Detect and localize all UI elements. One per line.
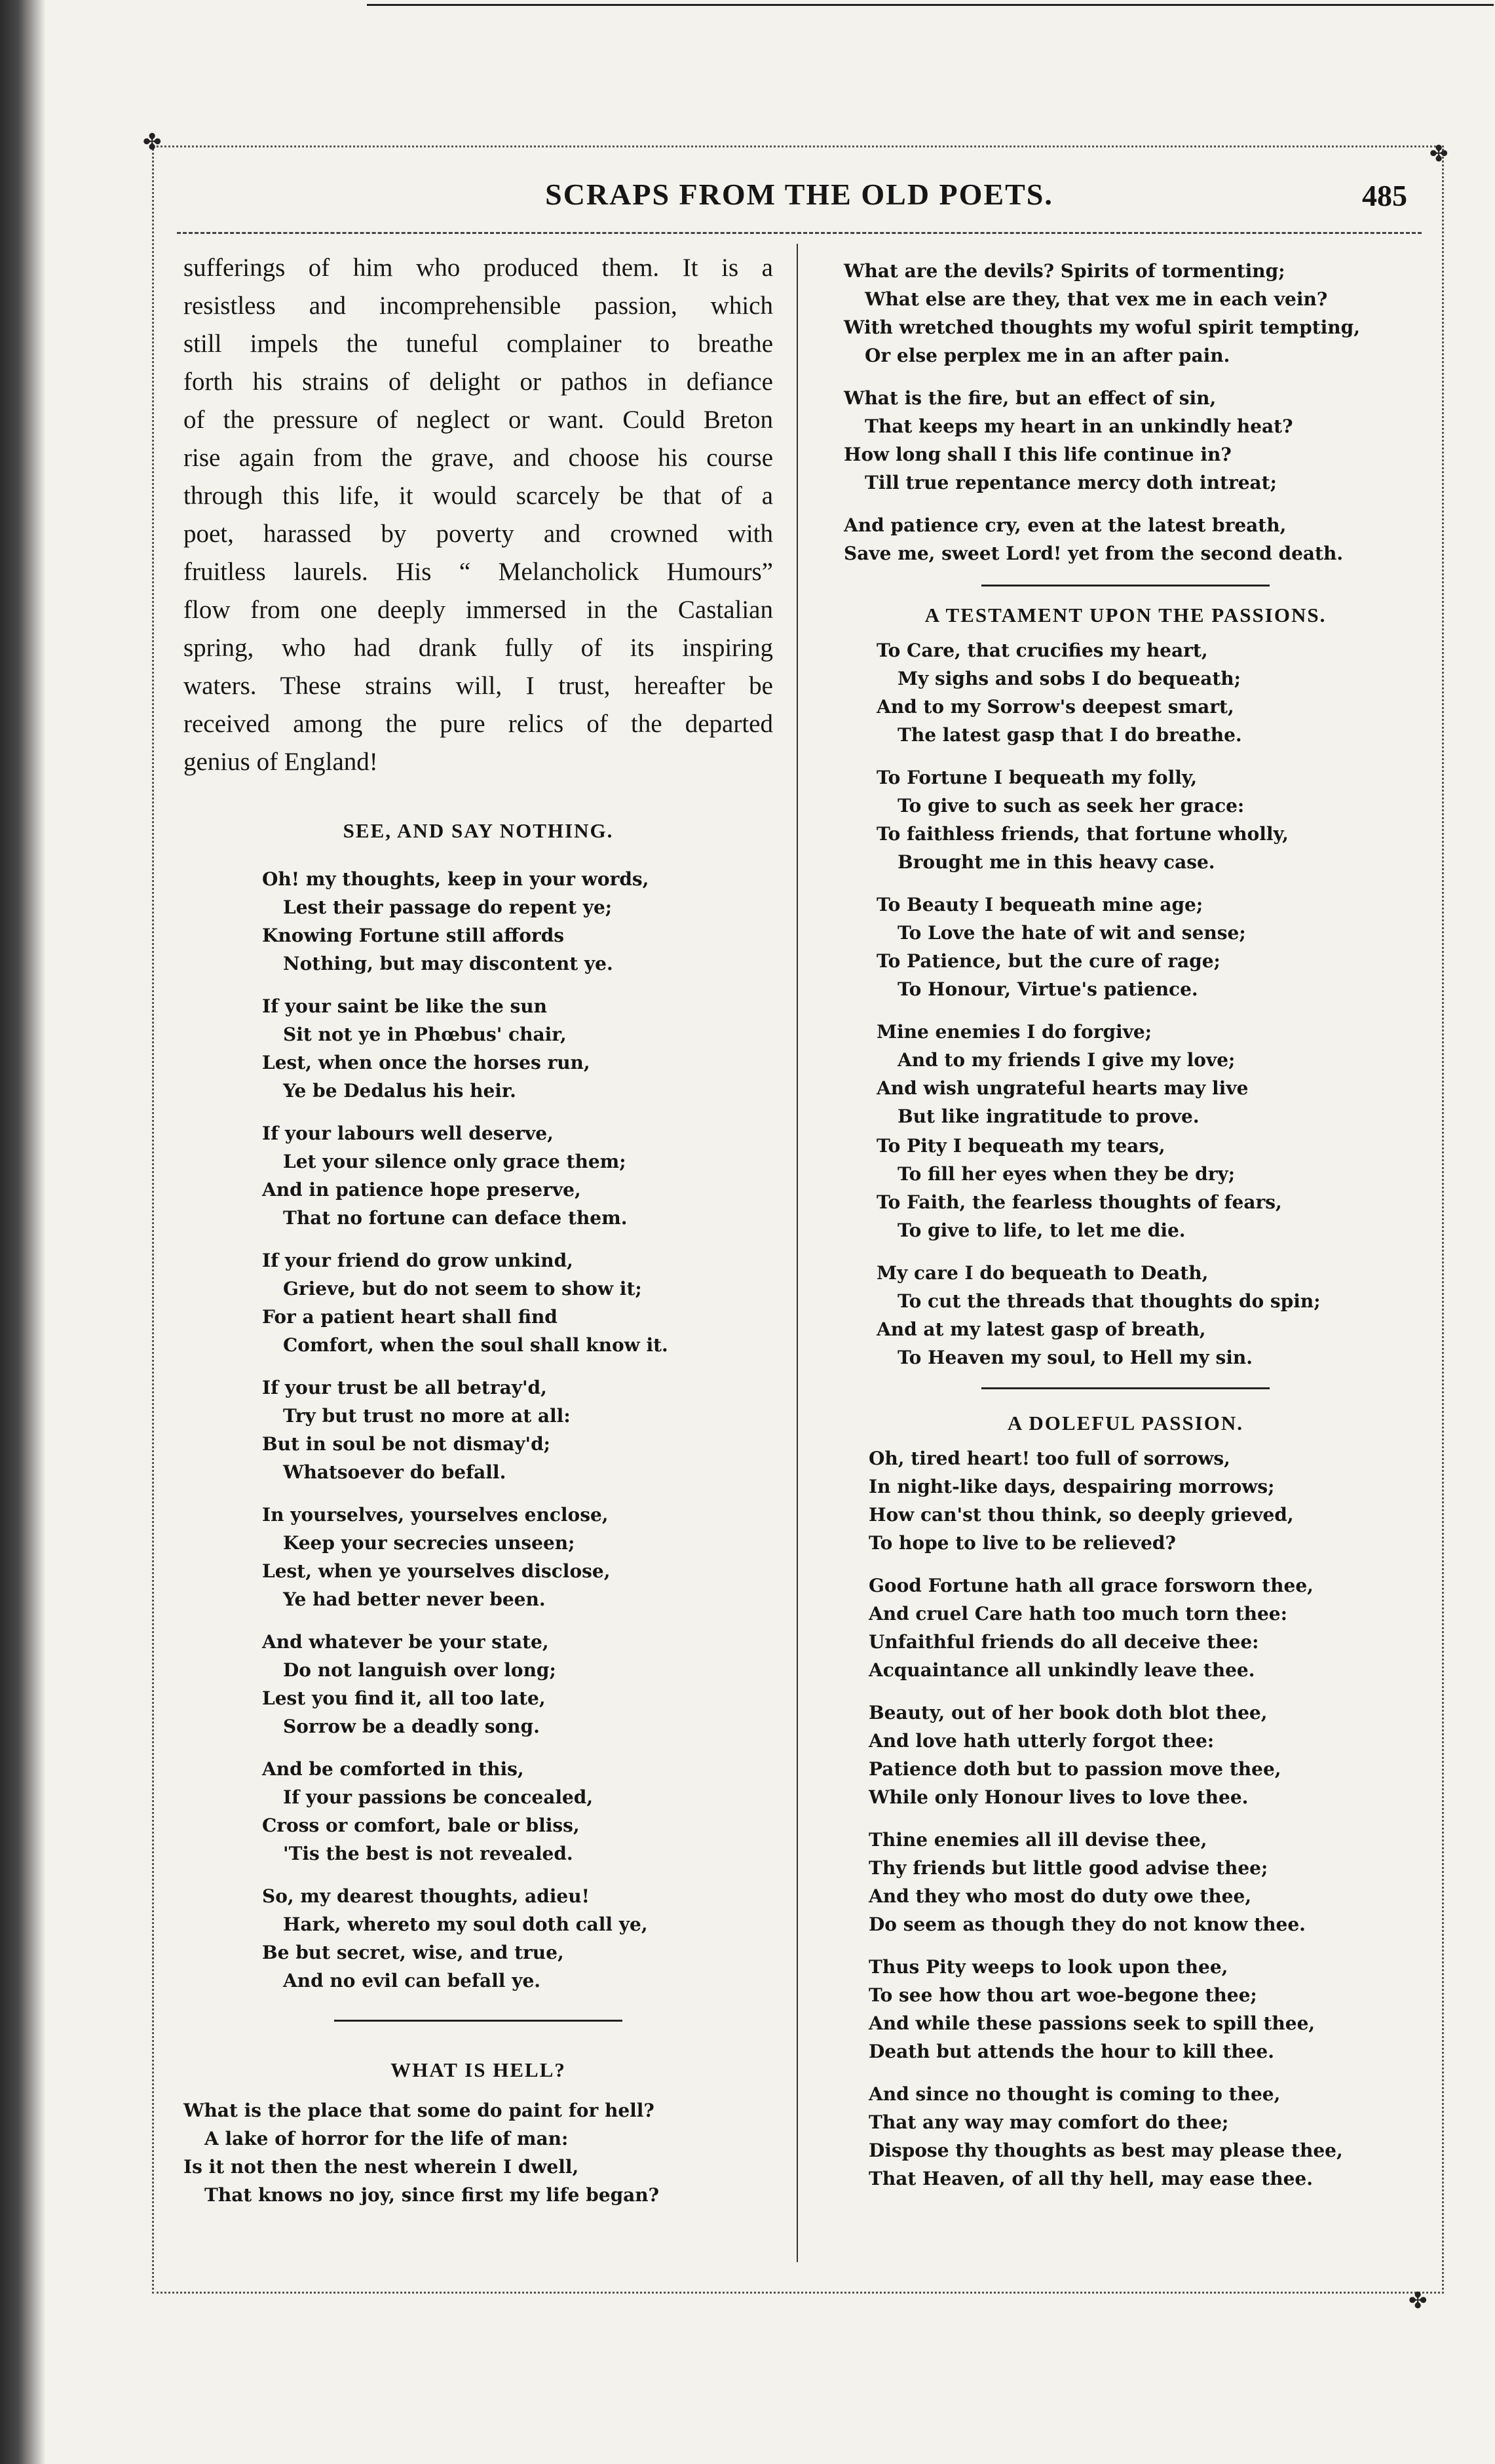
- verse-line: But like ingratitude to prove.: [898, 1106, 1200, 1127]
- verse-line: Oh, tired heart! too full of sorrows,: [869, 1448, 1230, 1469]
- stanza: [262, 992, 773, 1105]
- stanza: [262, 1119, 773, 1232]
- prose-line: flow from one deeply immersed in the Castalian: [183, 596, 773, 624]
- verse-line: And at my latest gasp of breath,: [877, 1319, 1206, 1340]
- verse-line: Oh! my thoughts, keep in your words,: [262, 868, 649, 890]
- verse-line: If your passions be concealed,: [283, 1786, 594, 1808]
- verse-line: That Heaven, of all thy hell, may ease thee.: [869, 2168, 1313, 2189]
- poem-what-is-hell: [183, 2096, 773, 2209]
- verse-line: Thy friends but little good advise thee;: [869, 1857, 1268, 1879]
- corner-ornament-bottom-right: ✤: [1409, 2288, 1428, 2314]
- verse-line: Save me, sweet Lord! yet from the second death.: [844, 543, 1344, 564]
- prose-line: through this life, it would scarcely be that of a: [183, 482, 773, 510]
- scan-edge-shadow: [0, 0, 46, 2464]
- verse-line: Do not languish over long;: [283, 1659, 556, 1681]
- stanza: [844, 384, 1420, 497]
- verse-line: Unfaithful friends do all deceive thee:: [869, 1631, 1259, 1653]
- stanza: [844, 511, 1420, 568]
- prose-line: still impels the tuneful complainer to breathe: [183, 330, 773, 358]
- stanza: [869, 2080, 1420, 2193]
- verse-line: Lest, when once the horses run,: [262, 1052, 590, 1073]
- verse-line: That any way may comfort do thee;: [869, 2111, 1229, 2133]
- prose-line: poet, harassed by poverty and crowned with: [183, 520, 773, 548]
- prose-line: resistless and incomprehensible passion, which: [183, 292, 773, 320]
- verse-line: With wretched thoughts my woful spirit tempting,: [844, 317, 1360, 338]
- section-separator: [981, 585, 1270, 587]
- stanza: [262, 1628, 773, 1741]
- verse-line: That no fortune can deface them.: [283, 1207, 628, 1229]
- intro-paragraph: [183, 249, 773, 781]
- stanza: [183, 2096, 773, 2209]
- verse-line: If your trust be all betray'd,: [262, 1377, 547, 1398]
- poem-see-and-say-nothing: [183, 865, 773, 1995]
- verse-line: Lest, when ye yourselves disclose,: [262, 1560, 611, 1582]
- right-column: [831, 249, 1420, 2193]
- verse-line: Sit not ye in Phœbus' chair,: [283, 1024, 567, 1045]
- page-header: [177, 172, 1422, 234]
- verse-line: And cruel Care hath too much torn thee:: [869, 1603, 1287, 1625]
- verse-line: If your friend do grow unkind,: [262, 1250, 573, 1271]
- verse-line: Try but trust no more at all:: [283, 1405, 571, 1427]
- verse-line: Nothing, but may discontent ye.: [283, 953, 613, 974]
- verse-line: In yourselves, yourselves enclose,: [262, 1504, 609, 1526]
- prose-line: genius of England!: [183, 748, 378, 776]
- poem-title-what-is-hell: WHAT IS HELL?: [390, 2058, 566, 2081]
- stanza: [262, 1755, 773, 1868]
- prose-line: forth his strains of delight or pathos in defiance: [183, 368, 773, 396]
- column-divider: [797, 244, 798, 2262]
- verse-line: My care I do bequeath to Death,: [877, 1262, 1209, 1284]
- verse-line: Or else perplex me in an after pain.: [865, 345, 1230, 366]
- verse-line: While only Honour lives to love thee.: [869, 1786, 1249, 1808]
- verse-line: The latest gasp that I do breathe.: [898, 724, 1242, 746]
- stanza: [869, 1953, 1420, 2066]
- verse-line: And no evil can befall ye.: [283, 1970, 541, 1992]
- corner-ornament-top-right: ✤: [1429, 141, 1448, 167]
- verse-line: What is the place that some do paint for hell?: [183, 2100, 654, 2121]
- stanza: [869, 1699, 1420, 1811]
- section-separator: [981, 1387, 1270, 1389]
- stanza: [869, 1444, 1420, 1557]
- verse-line: Lest you find it, all too late,: [262, 1687, 546, 1709]
- running-head: SCRAPS FROM THE OLD POETS.: [545, 178, 1053, 211]
- verse-line: Sorrow be a deadly song.: [283, 1716, 540, 1737]
- verse-line: To Pity I bequeath my tears,: [877, 1135, 1165, 1157]
- verse-line: Knowing Fortune still affords: [262, 925, 565, 946]
- poem-title-doleful-passion: A DOLEFUL PASSION.: [1007, 1412, 1244, 1434]
- verse-line: And patience cry, even at the latest breath,: [844, 514, 1287, 536]
- stanza: [262, 1501, 773, 1613]
- verse-line: To fill her eyes when they be dry;: [898, 1163, 1236, 1185]
- stanza: [262, 1246, 773, 1359]
- stanza: [877, 636, 1420, 749]
- verse-line: Keep your secrecies unseen;: [283, 1532, 575, 1554]
- poem-title-see-and-say-nothing: SEE, AND SAY NOTHING.: [343, 819, 614, 842]
- verse-line: Mine enemies I do forgive;: [877, 1021, 1152, 1043]
- left-column: [183, 249, 773, 2209]
- prose-line: sufferings of him who produced them. It is a: [183, 254, 773, 282]
- prose-line: fruitless laurels. His “ Melancholick Humours”: [183, 558, 773, 586]
- page-number: 485: [1362, 179, 1407, 212]
- verse-line: My sighs and sobs I do bequeath;: [898, 668, 1241, 689]
- verse-line: A lake of horror for the life of man:: [204, 2128, 569, 2149]
- corner-ornament-top-left: ✤: [143, 129, 162, 155]
- verse-line: And to my Sorrow's deepest smart,: [877, 696, 1234, 718]
- verse-line: Is it not then the nest wherein I dwell,: [183, 2156, 579, 2178]
- stanza: [844, 257, 1420, 370]
- verse-line: Thine enemies all ill devise thee,: [869, 1829, 1207, 1851]
- stanza: [869, 1826, 1420, 1938]
- verse-line: Lest their passage do repent ye;: [283, 896, 613, 918]
- verse-line: How can'st thou think, so deeply grieved,: [869, 1504, 1294, 1526]
- verse-line: To Care, that crucifies my heart,: [877, 640, 1208, 661]
- poem-title-testament-upon-the-passions: A TESTAMENT UPON THE PASSIONS.: [924, 604, 1327, 626]
- stanza: [869, 1571, 1420, 1684]
- prose-line: waters. These strains will, I trust, hereafter be: [183, 672, 773, 700]
- verse-line: Let your silence only grace them;: [283, 1151, 626, 1172]
- verse-line: And be comforted in this,: [262, 1758, 524, 1780]
- verse-line: And wish ungrateful hearts may live: [877, 1077, 1249, 1099]
- verse-line: So, my dearest thoughts, adieu!: [262, 1885, 590, 1907]
- verse-line: And since no thought is coming to thee,: [869, 2083, 1281, 2105]
- verse-line: What else are they, that vex me in each vein?: [865, 288, 1328, 310]
- verse-line: That keeps my heart in an unkindly heat?: [865, 415, 1293, 437]
- verse-line: What is the fire, but an effect of sin,: [844, 387, 1217, 409]
- stanza: [262, 1374, 773, 1486]
- verse-line: And to my friends I give my love;: [898, 1049, 1236, 1071]
- verse-line: Be but secret, wise, and true,: [262, 1942, 564, 1963]
- verse-line: Good Fortune hath all grace forsworn thee,: [869, 1575, 1314, 1596]
- verse-line: If your labours well deserve,: [262, 1123, 554, 1144]
- verse-line: To see how thou art woe-begone thee;: [869, 1984, 1257, 2006]
- verse-line: Till true repentance mercy doth intreat;: [865, 472, 1277, 493]
- verse-line: To Faith, the fearless thoughts of fears,: [877, 1191, 1282, 1213]
- stanza: [877, 763, 1420, 876]
- verse-line: To faithless friends, that fortune wholly,: [877, 823, 1289, 845]
- verse-line: And in patience hope preserve,: [262, 1179, 581, 1201]
- verse-line: To Patience, but the cure of rage;: [877, 950, 1221, 972]
- verse-line: And while these passions seek to spill thee,: [869, 2012, 1315, 2034]
- stanza: [877, 1018, 1420, 1130]
- verse-line: In night-like days, despairing morrows;: [869, 1476, 1275, 1497]
- verse-line: Dispose thy thoughts as best may please thee,: [869, 2140, 1343, 2161]
- verse-line: To Fortune I bequeath my folly,: [877, 767, 1198, 788]
- prose-line: of the pressure of neglect or want. Could Breton: [183, 406, 773, 434]
- verse-line: Patience doth but to passion move thee,: [869, 1758, 1281, 1780]
- verse-line: To cut the threads that thoughts do spin;: [898, 1290, 1321, 1312]
- poem-doleful-passion: [831, 1444, 1420, 2193]
- prose-line: received among the pure relics of the departed: [183, 710, 773, 738]
- verse-line: Hark, whereto my soul doth call ye,: [283, 1914, 648, 1935]
- verse-line: If your saint be like the sun: [262, 995, 547, 1017]
- verse-line: Grieve, but do not seem to show it;: [283, 1278, 642, 1299]
- verse-line: Ye be Dedalus his heir.: [283, 1080, 516, 1102]
- verse-line: To Honour, Virtue's patience.: [898, 978, 1198, 1000]
- verse-line: Beauty, out of her book doth blot thee,: [869, 1702, 1268, 1723]
- verse-line: And whatever be your state,: [262, 1631, 549, 1653]
- verse-line: 'Tis the best is not revealed.: [283, 1843, 573, 1864]
- verse-line: Brought me in this heavy case.: [898, 851, 1215, 873]
- top-rule: [367, 4, 1494, 6]
- verse-line: Do seem as though they do not know thee.: [869, 1914, 1306, 1935]
- verse-line: To give to life, to let me die.: [898, 1220, 1186, 1241]
- poem-testament-upon-the-passions: [831, 636, 1420, 1372]
- verse-line: What are the devils? Spirits of tormenting;: [844, 260, 1285, 282]
- verse-line: And they who most do duty owe thee,: [869, 1885, 1252, 1907]
- stanza: [877, 1132, 1420, 1244]
- verse-line: Death but attends the hour to kill thee.: [869, 2041, 1274, 2062]
- verse-line: To Beauty I bequeath mine age;: [877, 894, 1203, 915]
- verse-line: Comfort, when the soul shall know it.: [283, 1334, 668, 1356]
- verse-line: Acquaintance all unkindly leave thee.: [869, 1659, 1255, 1681]
- stanza: [262, 1882, 773, 1995]
- verse-line: That knows no joy, since first my life began?: [204, 2184, 660, 2206]
- stanza: [877, 1259, 1420, 1372]
- verse-line: To Heaven my soul, to Hell my sin.: [898, 1347, 1253, 1368]
- verse-line: For a patient heart shall find: [262, 1306, 558, 1328]
- stanza: [877, 891, 1420, 1003]
- verse-line: Thus Pity weeps to look upon thee,: [869, 1956, 1228, 1978]
- verse-line: To hope to live to be relieved?: [869, 1532, 1176, 1554]
- verse-line: Cross or comfort, bale or bliss,: [262, 1815, 580, 1836]
- verse-line: But in soul be not dismay'd;: [262, 1433, 550, 1455]
- stanza: [262, 865, 773, 978]
- verse-line: How long shall I this life continue in?: [844, 444, 1232, 465]
- prose-line: spring, who had drank fully of its inspiring: [183, 634, 773, 662]
- verse-line: To give to such as seek her grace:: [898, 795, 1245, 817]
- verse-line: And love hath utterly forgot thee:: [869, 1730, 1215, 1752]
- prose-line: rise again from the grave, and choose his course: [183, 444, 773, 472]
- verse-line: To Love the hate of wit and sense;: [898, 922, 1246, 944]
- poem-what-is-hell-continued: [831, 257, 1420, 568]
- verse-line: Ye had better never been.: [283, 1588, 546, 1610]
- section-separator: [334, 2020, 622, 2022]
- verse-line: Whatsoever do befall.: [283, 1461, 506, 1483]
